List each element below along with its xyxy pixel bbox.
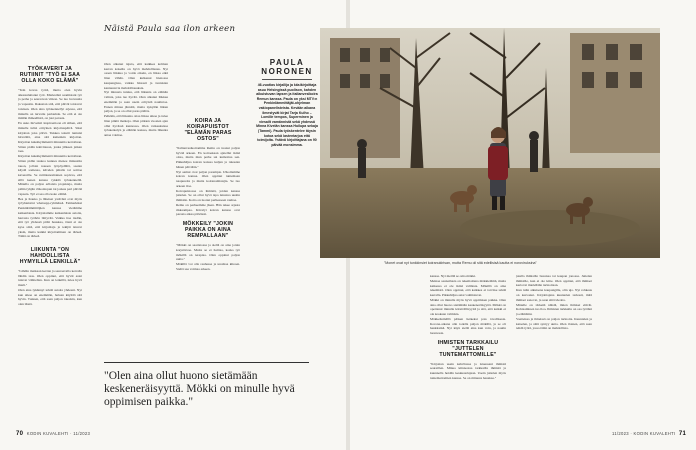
body-paragraph: Olen aina tykännyt tehdä asioita yhdessä. Nyt kun aikaa on enemmän, haluan käyttää sitä hyvin. Tunnen, että saan paljon takaisin, kun olen läsnä. <box>18 288 82 307</box>
body-paragraph: Pelkään, että liikunta ottaa liikaa aikaa ja tulee liian pitkiä matkoja. Olen pitkien vuosien ajan ollut hyvässä kunnossa. Olen vaikeuksissa työskentelyn ja elämän kanssa, mutta liikunta antaa voimaa. <box>104 114 168 137</box>
left-column-3 <box>176 62 240 354</box>
body-paragraph: Kirjoitan kaksikymmentä minuuttia kerrallaan. Sitten pidän taukoa kunnes menee minuuttia tauon, jolloin nousen työpöydältä, saatan käydä somessa, kävelen pihalla tai soittaa kavereille. Se rutiinianomainen sopivaa, että sillä kenen kanssa tykkää työskennellä. Minulla on paljon erilaisia projekteja, mutta pidän tyhjän viikonlopun tai joskus pari päivää vapaata. Työ ei saa olla koko elämä. <box>18 154 82 196</box>
body-paragraph: Olen alkanut tajuta, että kaikkea kolmen kerran kokeilu on hyvä mahdollisuus. Nyt osaan liikkua ja voida oikein, en liikaa eikä liian vähän. Olen kulkenut hienossa kaupungissa, vaikka hitaasti ja tunnistan kannustavia mahdollisuuksia. <box>104 62 168 90</box>
section-title-dog: KOIRA JA KOIRAPUISTOT "ELÄMÄN PARAS OSTOS" <box>184 118 232 142</box>
profile-box <box>256 58 318 147</box>
body-paragraph: Koirapuistossa on ihmisiä, joiden kanssa juttelen. Se on ollut hyvä tapa tutustua uusiin ihmisiin. Koira on tuonut perheeseen rauhaa. <box>176 188 240 203</box>
body-paragraph: Mökkeilemällä pääsen hetkeksi pois tavallisesta. Korona-aikana olin todella paljon mökillä, ja se oli henkireikä. Nyt käyn siellä aina kun voin, ja nautin luonnosta. <box>430 316 506 335</box>
profile-name-first: PAULA <box>269 58 305 67</box>
photo-illustration <box>320 28 660 258</box>
right-footer-magazine: 11/2023 · KODIN KUVALEHTI <box>612 431 676 436</box>
left-page-number: 70 <box>16 431 24 437</box>
left-column-2 <box>104 62 168 354</box>
section-title-people: IHMISTEN TARKKAILU "JUTTELEN TUNTEMATTOMILLE" <box>437 339 499 358</box>
left-footer-magazine: KODIN KUVALEHTI · 11/2023 <box>26 431 91 436</box>
left-column-1 <box>18 62 82 420</box>
body-paragraph: "Tein kovaa työtä, mutta olen hyvin aikatauluttanut työt. Mielestäni saamistani työ ja perhe ja seuraavan viikon. Se tuo luovuutta ja vapautta. Rakastan sitä, että päivät toistavat toisiaan. Olen aina työskennellyt arjessa, että minulla on turvattu parisuhde. Se että ei ole mitään ihmeellistä, on just parasta. <box>18 88 82 121</box>
body-paragraph: Vaatteissa ja ilmeissä on paljon tarinoita. Kuuntelen ja katselen, ja siitä syntyy uutta. Olen iloinen, että saan tehdä työtä, jossa tämä on mahdollista. <box>516 316 592 331</box>
body-paragraph: Nyt aamut ovat paljon parempia. Ulkoilemme koiran kanssa. Olen oppinut tuntemaan naapureita ja muita koiranomistajia. Se tuo arkeen iloa. <box>176 169 240 188</box>
body-paragraph: kanssa. Nyt meillä se oma mökki. <box>430 274 476 278</box>
right-column-1 <box>430 274 506 426</box>
section-title-routines: TYÖKAVERIT JA RUTIINIT "TYÖ EI SAA OLLA KOKO ELÄMÄ" <box>19 66 81 84</box>
profile-bio: 46-vuotias kirjailija ja käsikirjoittaja asuu Helsingissä puolison, kahden aikuistuvan lapsen ja italianvesikoira Remun kanssa. Paula on yksi MTV:n Penkinlämmittäjät-ohjelman vakiopanelisteista. Kevään aikana ilmestyvät kirjat Tarja Kulho – Lomille tempos, Superminen ja viesailt vamännistä sekä yhdessä Minna Kivelän kanssa Huilupa sekaja (Tammi). Paula työskentelee täysin kotoa sekä lastentarjoa että toimijoita. Ystävä kirjoittajana on 90 päivää monsimma. <box>256 83 318 147</box>
right-column-2 <box>516 274 592 426</box>
section-title-cottage: MÖKKEILY "JOKIN PAIKKA ON AINA REMPALLAAN" <box>182 221 234 240</box>
body-paragraph: "Kirjoitan usein kahvilassa ja istuessani ihmisiä seuraillen. Minua kiinnostaa tarkkailla ihmisiä ja kuunnella heidän keskustelujaan. Usein juttelen myös tuntemattomien kanssa. Se on minusta hauskaa." <box>430 361 506 380</box>
pullquote-rule <box>104 362 309 363</box>
body-paragraph: "Lähdin matkaan kerran ja seuraavalla kerralla lähdin taas. Olen oppinut, että hyvät asiat tulevat vähitellen. Kun on lenkillä, tulee hyvä mieli." <box>18 269 82 288</box>
body-paragraph: Minulle on tärkeää nähdä, miten ihmiset elävät. Kohtaaminen tuo iloa. Ihmisten tarkkailu on osa työtäni ja elämääni. <box>516 302 592 316</box>
right-footer <box>612 431 686 437</box>
pull-quote: "Olen aina ollut huono sietämään keskeneräisyyttä. Mökki on minulle hyvä oppimisen paikka." <box>104 370 295 408</box>
profile-divider <box>262 79 312 80</box>
body-paragraph: Mökki on minulle myös hyvä oppimisen paikka. Olen aina ollut huono sietämään keskeneräisyyttä. Mökki on opettanut minulle kärsivällisyyttä ja sitä, että kaikki ei ole koskaan valmista. <box>430 297 506 316</box>
body-paragraph: Bea ja Kauko ja läheiset ystäväni ovat myös työyhteisöni whatsapp-ryhmässä. Esimerkiksi Penkinlämmittäjien kanssa vietämme kaikenlaisia. Kirjoitamme kaikenlaisia asioita, harrasta työhön liittyvää. Vaikka itse tiedän, että työ yhdessä pitää hauskaa, tässä ei ole kyse siitä, että kirjoittaja ja tekijät istuvat yksin, mutta kaikki kirjoitaminen on tärkeä. Tämä on tärkeä. <box>18 196 82 239</box>
body-paragraph: En usko hirveästi inspiraatioon eli siihen, että minulle tulisi erityinen kirjoituspäivä. Siksi kirjoitan joka päivä. Tukkea tekstit tuntuisi hirveältä, aina sitä kuitenkin kirjoitan. Kirjoitan kaksikymmentä minuuttia kerrallaan. Sitten pidän kahvitauon, jonka jälkeen jatkan taas. <box>18 121 82 154</box>
body-paragraph: jutella ihmisille bussissa tai kaupan jonossa. Juttelen ihmisille, kun ei ole kiire. Olen oppinut, että ihmiset kertovat mielellään tarinoitaan. <box>516 274 592 288</box>
body-paragraph: "Italianvesikoiramme Remu on tuonut paljon hyvää arkeen. En koiraakaan ajatellut ikinä ottaa, mutta mun perhe sai kumottua sen. Pikkuhiljaa koiran kanssa kuljen ja rakastan hänen päiviään." <box>176 146 240 169</box>
body-paragraph: "Mökki on saaristossa ja siellä on aina jotain korjattavaa. Mutta se ei haittaa, koska työ mökillä on terapiaa. Olen oppinut paljon uutta." <box>176 243 240 262</box>
left-footer <box>16 431 90 437</box>
body-paragraph: Kun tulin aikuisena kaupungille, olin ujo. Nyt rohkeus on kasvanut. Kirjoittajana kuuntelen tarkasti, mitä ihmiset sanovat, ja saan siitä ideoita. <box>516 288 592 302</box>
spread-heading: Näistä Paula saa ilon arkeen <box>104 24 236 34</box>
body-paragraph: Mökillä voi olla rauhassa ja unohtaa kiireen. Sieltä saa voimaa arkeen. <box>176 262 240 271</box>
right-page-number: 71 <box>678 431 687 437</box>
dog-park-photo <box>320 28 660 258</box>
photo-caption: "Monet ovat nyt tunkkinsiet koiranukirisan, mutta Remu oli sitä edellisisä kautta ei noroviruksina" <box>384 261 537 265</box>
section-title-exercise: LIIKUNTA "ON HAHDOLLISTA HYMYILLÄ LENKILLÄ" <box>19 247 81 266</box>
body-paragraph: Meinaa saunailusta on tekemattuna mökkielämä, mutta kaikessa ei ole ikinä valmista. Mökillä on aina tekemistä. Olen oppinut, että kaikkea ei tarvitse tehdä kerralla. Pikkuhiljaa asiat valmistuvat. <box>430 278 506 297</box>
body-paragraph: Remu on perheemme jäsen. Hän tekee arjesta rikkaampaa. Kävelyt koiran kanssa ovat parasta aikaa päivässä. <box>176 203 240 217</box>
body-paragraph: Nyt minusta tuntuu, että liikunta on elämän valinta, joka tuo hyvää. Olen alkanut liikkua enemmän ja saan usein erityistä nautintoa. Ennen minua jännitti, mutta nykyään liikun paljon, ja se on ollut paras päätös. <box>104 90 168 114</box>
profile-name-last: NORONEN <box>261 67 313 76</box>
